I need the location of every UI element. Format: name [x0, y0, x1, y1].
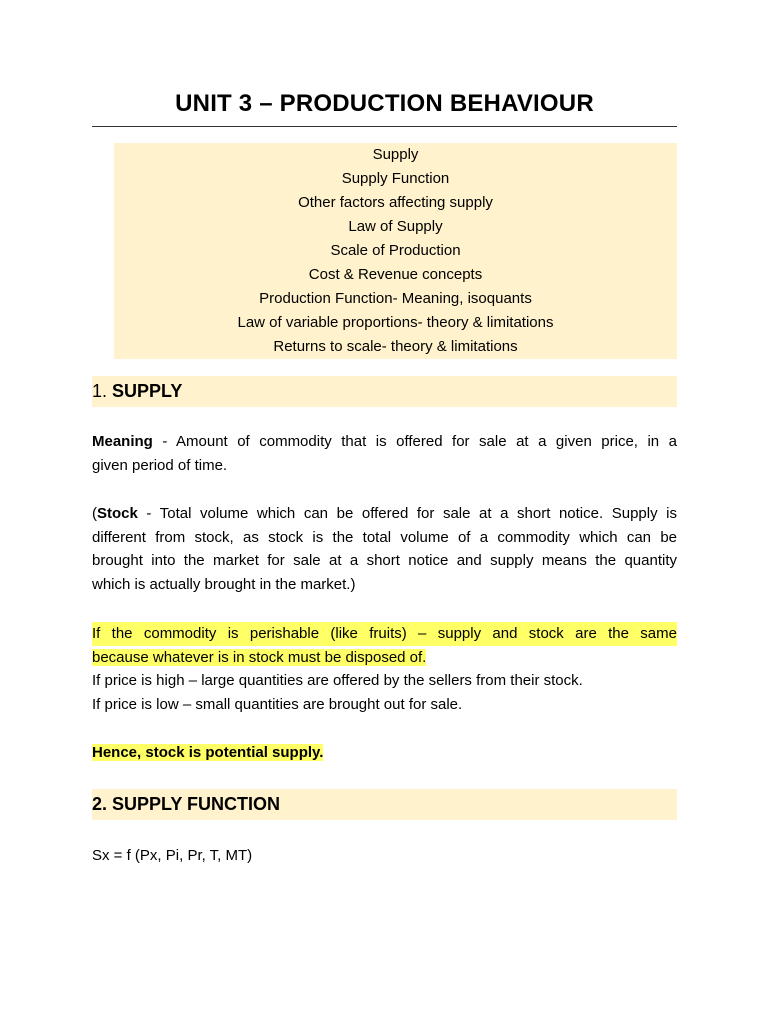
perishable-line-wrap	[92, 646, 677, 670]
supply-function-formula: Sx = f (Px, Pi, Pr, T, MT)	[92, 847, 253, 864]
stock-line: brought into the market for sale at a short notice and supply means the quantity	[92, 552, 677, 569]
stock-line: different from stock, as stock is the total volume of a commodity which can be	[92, 528, 677, 546]
topic-item: Scale of Production	[330, 242, 461, 259]
document-title: UNIT 3 – PRODUCTION BEHAVIOUR	[175, 90, 594, 117]
stock-line	[92, 502, 677, 526]
stock-text: - Total volume which can be offered for sale at a short notice. Supply is	[137, 505, 677, 522]
topic-item: Cost & Revenue concepts	[308, 266, 483, 283]
perishable-paragraph	[92, 622, 677, 716]
conclusion-line-wrap	[92, 741, 677, 765]
meaning-paragraph	[92, 430, 677, 477]
topic-item: Law of Supply	[348, 218, 443, 235]
formula-paragraph	[92, 844, 677, 868]
topics-list	[114, 143, 677, 359]
section-supply-function-band	[92, 789, 677, 820]
topic-item: Returns to scale- theory & limitations	[273, 338, 518, 355]
stock-paragraph	[92, 502, 677, 596]
topics-box	[114, 143, 677, 359]
stock-term: Stock	[97, 505, 138, 522]
stock-open-paren: (	[92, 505, 97, 522]
section-supply-heading	[92, 376, 677, 407]
price-low-line: If price is low – small quantities are brought out for sale.	[92, 695, 463, 713]
conclusion-text: Hence, stock is potential supply.	[92, 744, 324, 761]
topic-item: Production Function- Meaning, isoquants	[259, 290, 532, 307]
section-supply-function-heading: 2. SUPPLY FUNCTION	[92, 794, 281, 814]
title-underline	[92, 126, 677, 127]
topic-item: Supply Function	[341, 170, 450, 187]
perishable-line: If the commodity is perishable (like fruits) – supply and stock are the same	[92, 622, 677, 646]
conclusion-paragraph	[92, 741, 677, 765]
topic-item: Supply	[372, 146, 419, 163]
price-high-line: If price is high – large quantities are offered by the sellers from their stock.	[92, 672, 583, 689]
meaning-line	[92, 430, 677, 454]
meaning-text: - Amount of commodity that is offered for sale at a given price, in a	[152, 433, 677, 450]
section-supply-band	[92, 376, 677, 407]
topic-item: Other factors affecting supply	[298, 194, 493, 211]
meaning-line: given period of time.	[92, 456, 228, 474]
topic-item: Law of variable proportions- theory & limitations	[237, 314, 554, 331]
section-supply-title: SUPPLY	[112, 381, 183, 401]
perishable-line: because whatever is in stock must be disposed of.	[92, 648, 427, 666]
section-supply-number: 1.	[92, 381, 108, 401]
meaning-term: Meaning	[92, 433, 153, 450]
stock-line: which is actually brought in the market.)	[92, 575, 356, 593]
